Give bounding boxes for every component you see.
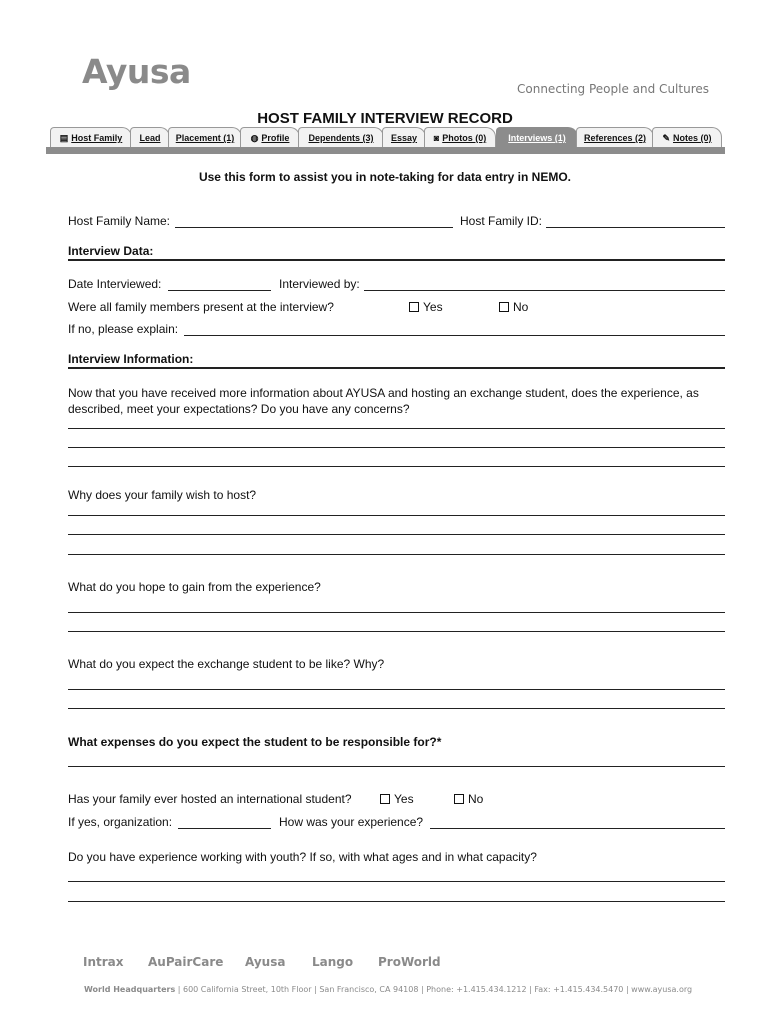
members-present-label: Were all family members present at the interview? — [68, 300, 334, 314]
brand-aupaircare: AuPairCare — [148, 955, 224, 969]
answer-line[interactable] — [68, 901, 725, 902]
how-experience-label: How was your experience? — [279, 815, 424, 829]
tab-lead[interactable]: Lead — [130, 127, 170, 147]
host-family-name-label: Host Family Name: — [68, 214, 171, 228]
hosted-before-no[interactable]: No — [454, 792, 483, 806]
answer-line[interactable] — [68, 881, 725, 882]
interviewed-by-field[interactable] — [364, 290, 725, 291]
how-experience-field[interactable] — [430, 828, 725, 829]
brand-proworld: ProWorld — [378, 955, 441, 969]
tab-photos[interactable]: ◙ Photos (0) — [424, 127, 496, 147]
interviewed-by-label: Interviewed by: — [279, 277, 360, 291]
date-interviewed-label: Date Interviewed: — [68, 277, 162, 291]
brand-intrax: Intrax — [83, 955, 124, 969]
answer-line[interactable] — [68, 554, 725, 555]
tab-profile[interactable]: ◍ Profile — [240, 127, 300, 147]
tab-bar — [46, 127, 725, 154]
host-family-name-field[interactable] — [175, 227, 453, 228]
checkbox-icon — [409, 302, 419, 312]
question-why-host: Why does your family wish to host? — [68, 488, 257, 502]
answer-line[interactable] — [68, 631, 725, 632]
answer-line[interactable] — [68, 612, 725, 613]
tab-essay[interactable]: Essay — [382, 127, 426, 147]
tab-placement[interactable]: Placement (1) — [168, 127, 242, 147]
interview-information-heading: Interview Information: — [68, 352, 194, 366]
tab-bar-base — [46, 147, 725, 154]
answer-line[interactable] — [68, 766, 725, 767]
answer-line[interactable] — [68, 515, 725, 516]
page-title: HOST FAMILY INTERVIEW RECORD — [257, 110, 513, 127]
card-icon: ▤ — [59, 133, 69, 143]
tab-host-family[interactable]: ▤ Host Family — [50, 127, 132, 147]
camera-icon: ◙ — [433, 133, 440, 143]
tab-dependents[interactable]: Dependents (3) — [298, 127, 384, 147]
question-expect-student: What do you expect the exchange student to be like? Why? — [68, 657, 385, 671]
answer-line[interactable] — [68, 447, 725, 448]
if-yes-organization-label: If yes, organization: — [68, 815, 173, 829]
footer-address: World Headquarters | 600 California Street, 10th Floor | San Francisco, CA 94108 | Phone: +1.415.434.1212 | Fax: +1.415.434.5470 | www.ayusa.org — [84, 985, 693, 994]
answer-line[interactable] — [68, 708, 725, 709]
members-present-yes[interactable]: Yes — [409, 300, 443, 314]
answer-line[interactable] — [68, 534, 725, 535]
interview-data-heading: Interview Data: — [68, 244, 154, 258]
brand-ayusa: Ayusa — [245, 955, 286, 969]
answer-line[interactable] — [68, 466, 725, 467]
tab-interviews[interactable]: Interviews (1) — [496, 127, 578, 147]
checkbox-icon — [454, 794, 464, 804]
note-icon: ✎ — [662, 133, 671, 143]
members-present-no[interactable]: No — [499, 300, 528, 314]
question-hope-to-gain: What do you hope to gain from the experience? — [68, 580, 321, 594]
if-no-explain-field[interactable] — [184, 335, 725, 336]
host-family-id-field[interactable] — [546, 227, 725, 228]
answer-line[interactable] — [68, 428, 725, 429]
brand-lango: Lango — [312, 955, 354, 969]
tab-notes[interactable]: ✎ Notes (0) — [652, 127, 722, 147]
tagline: Connecting People and Cultures — [517, 82, 709, 96]
checkbox-icon — [499, 302, 509, 312]
question-youth-experience: Do you have experience working with youth? If so, with what ages and in what capacity? — [68, 850, 537, 864]
instructions: Use this form to assist you in note-taking for data entry in NEMO. — [198, 170, 572, 184]
question-hosted-before: Has your family ever hosted an international student? — [68, 792, 352, 806]
section-rule — [68, 367, 725, 369]
question-expenses: What expenses do you expect the student to be responsible for?* — [68, 735, 442, 749]
globe-icon: ◍ — [250, 133, 259, 143]
host-family-id-label: Host Family ID: — [460, 214, 543, 228]
checkbox-icon — [380, 794, 390, 804]
question-expectations: Now that you have received more information about AYUSA and hosting an exchange student, does the experience, as described, meet your expectations? Do you have any concerns? — [68, 386, 699, 416]
ayusa-logo: Ayusa — [82, 52, 191, 91]
section-rule — [68, 259, 725, 261]
if-no-explain-label: If no, please explain: — [68, 322, 179, 336]
hosted-before-yes[interactable]: Yes — [380, 792, 414, 806]
date-interviewed-field[interactable] — [168, 290, 271, 291]
tab-references[interactable]: References (2) — [576, 127, 654, 147]
answer-line[interactable] — [68, 689, 725, 690]
organization-field[interactable] — [178, 828, 271, 829]
